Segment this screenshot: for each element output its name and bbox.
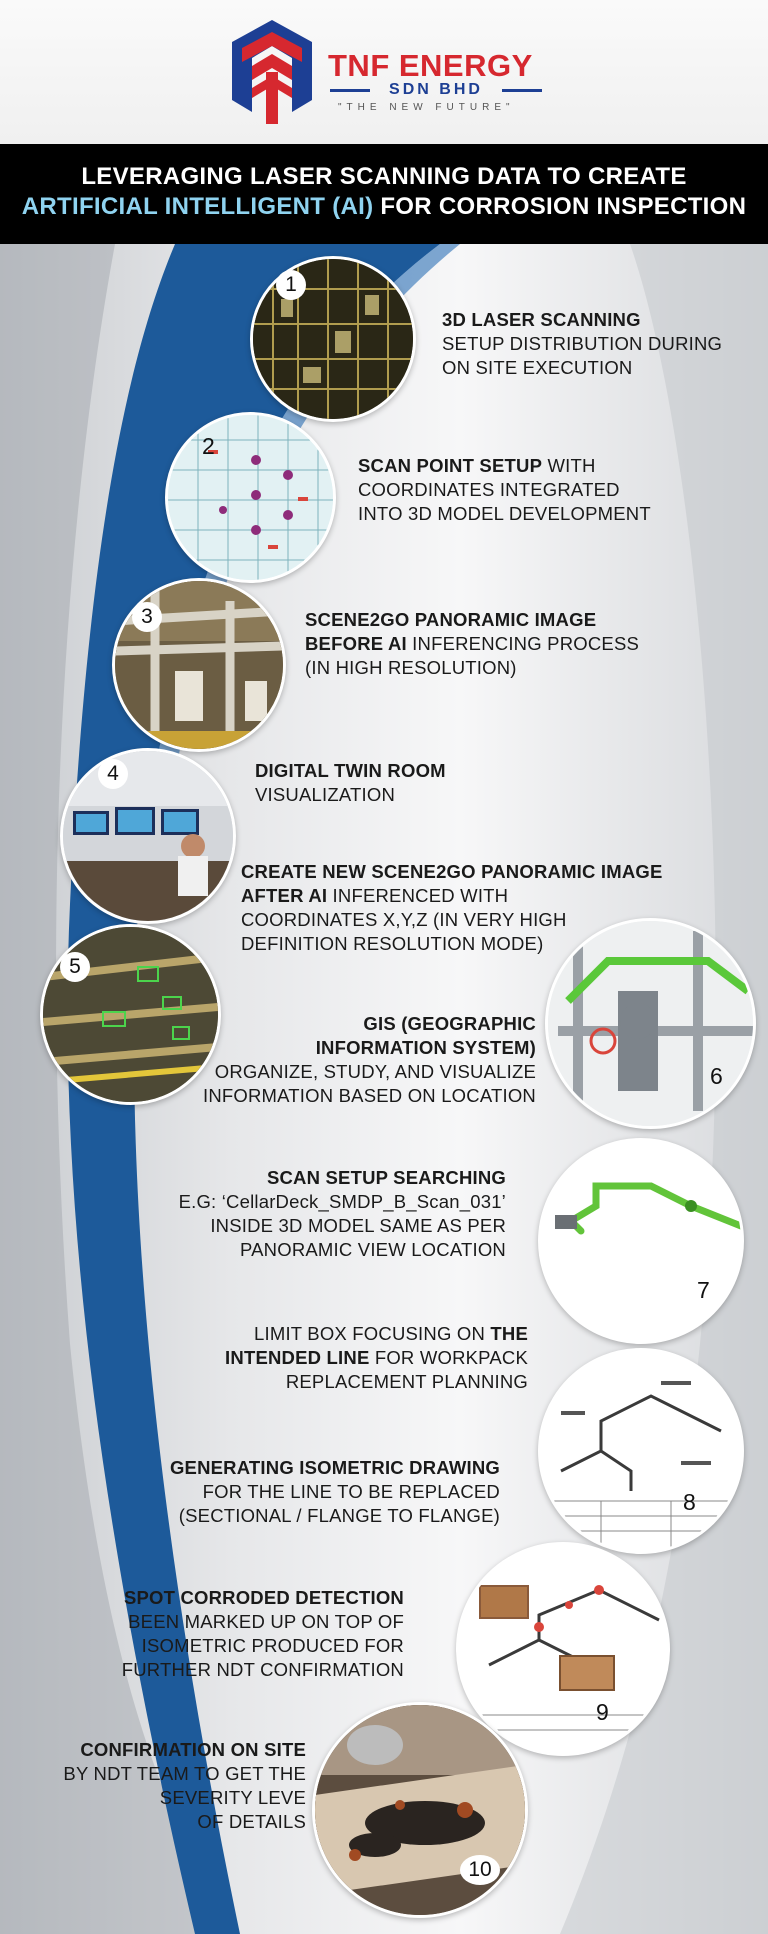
step4-text: DIGITAL TWIN ROOM VISUALIZATION <box>255 760 446 805</box>
step8-limitbox-text: LIMIT BOX FOCUSING ON THE INTENDED LINE FOR WORKPACK REPLACEMENT PLANNING <box>225 1323 528 1392</box>
scanpoint-grid-icon <box>168 415 333 580</box>
brand-sub: SDN BHD <box>389 81 483 98</box>
step3-number: 3 <box>132 602 162 632</box>
step10-site-confirmation-image <box>312 1702 528 1918</box>
step3-text: SCENE2GO PANORAMIC IMAGE BEFORE AI INFERENCING PROCESS (IN HIGH RESOLUTION) <box>305 609 640 678</box>
header <box>0 0 768 144</box>
banner-title-line1: LEVERAGING LASER SCANNING DATA TO CREATE <box>81 163 687 190</box>
corroded-pipe-icon <box>315 1705 525 1915</box>
brand-name: TNF ENERGY <box>328 48 533 83</box>
step9-number: 9 <box>596 1699 609 1725</box>
step1-text: 3D LASER SCANNING SETUP DISTRIBUTION DURING ON SITE EXECUTION <box>442 309 723 378</box>
step8-number: 8 <box>683 1489 696 1515</box>
step1-number: 1 <box>276 270 306 300</box>
marked-isometric-icon <box>459 1545 667 1753</box>
step7-text: SCAN SETUP SEARCHING E.G: ‘CellarDeck_SMDP_B_Scan_031’ INSIDE 3D MODEL SAME AS PER PANORAMIC VIEW LOCATION <box>178 1167 506 1260</box>
step5-text: CREATE NEW SCENE2GO PANORAMIC IMAGE AFTER AI INFERENCED WITH COORDINATES X,Y,Z (IN VERY HIGH DEFINITION RESOLUTION MODE) <box>241 861 663 954</box>
step7-model-search-image <box>538 1138 744 1344</box>
step2-number: 2 <box>202 433 215 459</box>
title-banner <box>0 144 768 244</box>
step2-text: SCAN POINT SETUP WITH COORDINATES INTEGRATED INTO 3D MODEL DEVELOPMENT <box>358 455 651 524</box>
step8-isometric-text: GENERATING ISOMETRIC DRAWING FOR THE LINE TO BE REPLACED (SECTIONAL / FLANGE TO FLANGE) <box>169 1457 500 1526</box>
step9-corrosion-detection-image <box>456 1542 670 1756</box>
pipe-line-icon <box>541 1141 741 1341</box>
step6-text: GIS (GEOGRAPHIC INFORMATION SYSTEM) ORGANIZE, STUDY, AND VISUALIZE INFORMATION BASED ON LOCATION <box>202 1013 536 1106</box>
step1-scan-image <box>250 256 416 422</box>
step4-number: 4 <box>98 759 128 789</box>
step2-scanpoint-image <box>165 412 336 583</box>
brand-tagline: "THE NEW FUTURE" <box>338 102 515 113</box>
step8-isometric-image <box>538 1348 744 1554</box>
brand-divider-right <box>502 89 542 92</box>
banner-highlight: ARTIFICIAL INTELLIGENT (AI) <box>21 193 374 220</box>
brand-divider-left <box>330 89 370 92</box>
step4-digital-twin-room-image <box>60 748 236 924</box>
control-room-icon <box>63 751 233 921</box>
step9-text: SPOT CORRODED DETECTION BEEN MARKED UP ON TOP OF ISOMETRIC PRODUCED FOR FURTHER NDT CONFIRMATION <box>121 1587 404 1680</box>
step7-number: 7 <box>697 1277 710 1303</box>
banner-title-rest: FOR CORROSION INSPECTION <box>373 193 747 220</box>
isometric-drawing-icon <box>541 1351 741 1551</box>
step6-number: 6 <box>710 1063 723 1089</box>
step10-number: 10 <box>460 1855 500 1885</box>
company-logo-icon <box>226 18 318 126</box>
brand-block <box>328 50 548 113</box>
step5-number: 5 <box>60 952 90 982</box>
step10-text: CONFIRMATION ON SITE BY NDT TEAM TO GET THE SEVERITY LEVE OF DETAILS <box>63 1739 306 1832</box>
banner-title-line2 <box>0 192 768 222</box>
